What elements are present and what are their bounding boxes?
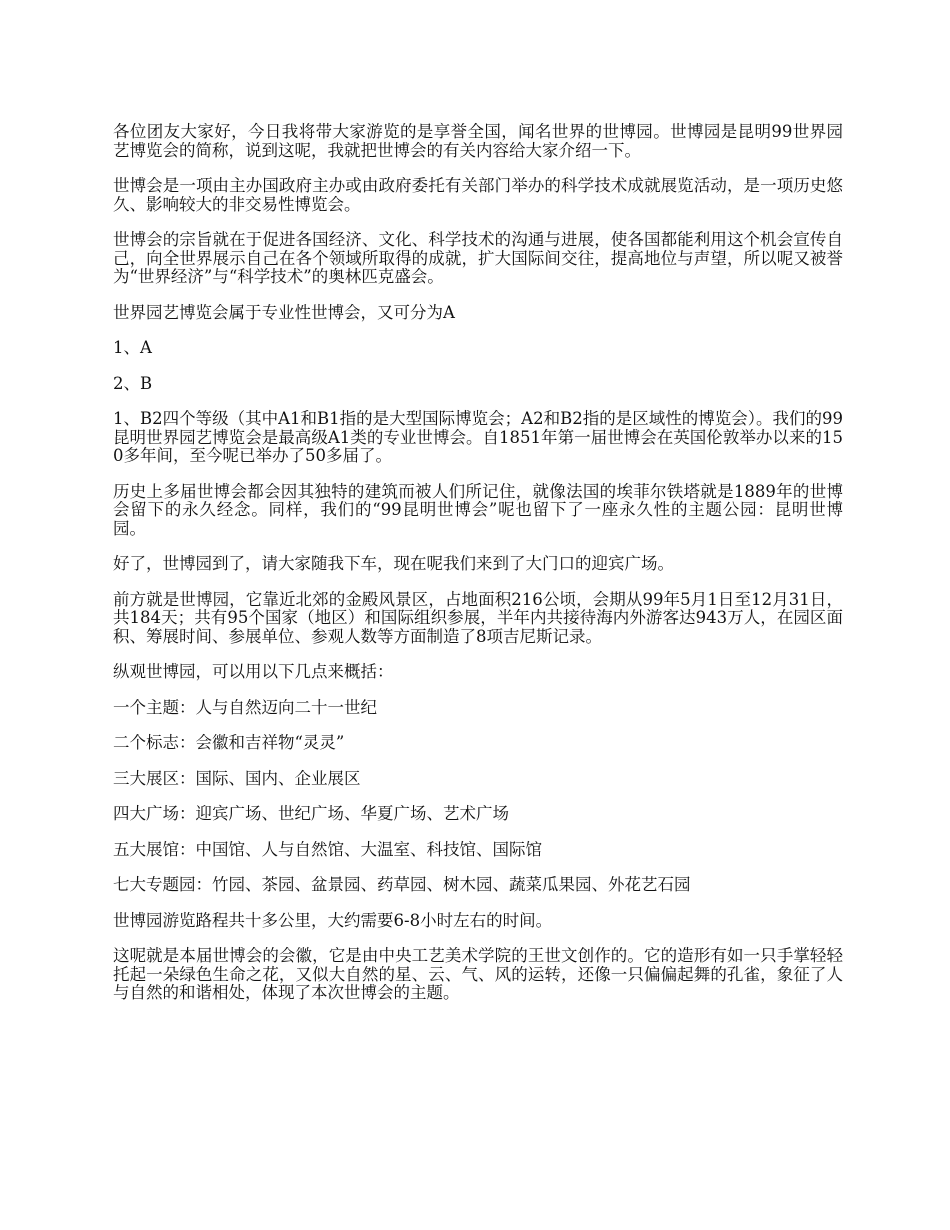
emblem-paragraph: 这呢就是本届世博会的会徽，它是由中央工艺美术学院的王世文创作的。它的造形有如一只手掌轻轻托起一朵绿色生命之花，又似大自然的星、云、气、风的运转，还像一只偏偏起舞的孔雀，象征了人与自然的和谐相处，体现了本次世博会的主题。 bbox=[113, 946, 843, 1002]
overview-squares: 四大广场：迎宾广场、世纪广场、华夏广场、艺术广场 bbox=[113, 804, 509, 823]
list-item-a: 1、A bbox=[113, 338, 152, 357]
overview-intro-paragraph: 纵观世博园，可以用以下几点来概括： bbox=[113, 662, 394, 681]
tour-duration-paragraph: 世博园游览路程共十多公里，大约需要6-8小时左右的时间。 bbox=[113, 910, 553, 930]
overview-zones: 三大展区：国际、国内、企业展区 bbox=[113, 768, 361, 788]
overview-theme: 一个主题：人与自然迈向二十一世纪 bbox=[113, 697, 377, 717]
park-facts-paragraph: 前方就是世博园，它靠近北郊的金殿风景区，占地面积216公顷，会期从99年5月1日至12月31日，共184天；共有95个国家（地区）和国际组织参展，半年内共接待海内外游客达943万人，在园区面积、筹展时间、参展单位、参观人数等方面制造了8项吉尼斯记录。 bbox=[113, 589, 843, 646]
overview-halls: 五大展馆：中国馆、人与自然馆、大温室、科技馆、国际馆 bbox=[113, 839, 542, 859]
overview-gardens: 七大专题园：竹园、茶园、盆景园、药草园、树木园、蔬菜瓜果园、外花艺石园 bbox=[113, 875, 691, 894]
intro-paragraph: 各位团友大家好，今日我将带大家游览的是享誉全国，闻名世界的世博园。世博园是昆明99世界园艺博览会的简称，说到这呢，我就把世博会的有关内容给大家介绍一下。 bbox=[113, 122, 843, 160]
expo-history-paragraph: 历史上多届世博会都会因其独特的建筑而被人们所记住，就像法国的埃菲尔铁塔就是1889年的世博会留下的永久经念。同样，我们的“99昆明世博会”呢也留下了一座永久性的主题公园：昆明世博园。 bbox=[113, 481, 843, 538]
list-item-b: 2、B bbox=[113, 373, 153, 393]
expo-grades-paragraph: 1、B2四个等级（其中A1和B1指的是大型国际博览会；A2和B2指的是区域性的博览会）。我们的99昆明世界园艺博览会是最高级A1类的专业世博会。自1851年第一届世博会在英国伦敦举办以来的150多年间，至今呢已举办了50多届了。 bbox=[113, 409, 843, 465]
expo-definition-paragraph: 世博会是一项由主办国政府主办或由政府委托有关部门举办的科学技术成就展览活动，是一项历史悠久、影响较大的非交易性博览会。 bbox=[113, 176, 843, 214]
expo-purpose-paragraph: 世博会的宗旨就在于促进各国经济、文化、科学技术的沟通与进展，使各国都能利用这个机会宣传自己，向全世界展示自己在各个领域所取得的成就，扩大国际间交往，提高地位与声望，所以呢又被誉为“世界经济”与“科学技术”的奥林匹克盛会。 bbox=[113, 230, 843, 286]
expo-category-paragraph: 世界园艺博览会属于专业性世博会，又可分为A bbox=[113, 302, 455, 322]
document-page bbox=[113, 123, 843, 1020]
overview-symbols: 二个标志：会徽和吉祥物“灵灵” bbox=[113, 733, 345, 752]
arrival-paragraph: 好了，世博园到了，请大家随我下车，现在呢我们来到了大门口的迎宾广场。 bbox=[113, 554, 674, 573]
